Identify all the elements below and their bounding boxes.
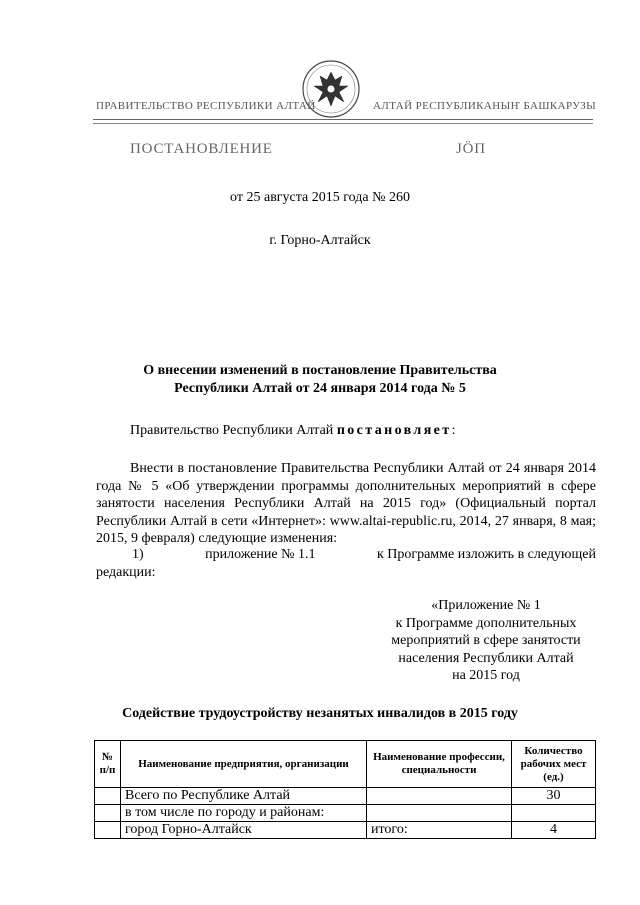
cell-profession: итого: — [367, 822, 512, 839]
amendment-paragraph: Внести в постановление Правительства Республики Алтай от 24 января 2014 года № 5 «Об утверждении программы дополнительных мероприятий в сфере занятости населения Республики Алтай на 2015 год» (Официальный портал Республики Алтай в сети «Интернет»: www.altai-republic.ru, 2014, 27 января, 8 мая; 2015, 9 февраля) следующие изменения: — [96, 461, 596, 546]
table-header-row — [95, 741, 596, 788]
cell-profession — [367, 788, 512, 805]
appendix-block — [370, 597, 602, 685]
appendix-line-1: «Приложение № 1 — [431, 598, 541, 613]
cell-profession — [367, 805, 512, 822]
table-row — [95, 788, 596, 805]
appendix-line-2: к Программе дополнительных — [395, 615, 577, 631]
item-number: 1) — [132, 547, 144, 562]
cell-organization: город Горно-Алтайск — [121, 822, 367, 839]
employment-table — [94, 740, 596, 839]
header-organization: Наименование предприятия, организации — [121, 741, 367, 788]
resolution-prefix: Правительство Республики Алтай — [130, 423, 334, 438]
cell-num — [95, 805, 121, 822]
city-line: г. Горно-Алтайск — [269, 233, 371, 248]
header-profession: Наименование профессии, специальности — [367, 741, 512, 788]
resolution-keyword: постановляет — [336, 423, 452, 438]
amendment-item-1 — [96, 546, 596, 581]
item-text-continued: редакции: — [96, 564, 156, 580]
doc-type-ru: ПОСТАНОВЛЕНИЕ — [130, 141, 273, 157]
cell-organization: в том числе по городу и районам: — [121, 805, 367, 822]
cell-num — [95, 822, 121, 839]
cell-positions: 30 — [512, 788, 596, 805]
cell-num — [95, 788, 121, 805]
document-title — [0, 362, 640, 398]
title-line-1: О внесении изменений в постановление Правительства — [143, 363, 497, 378]
appendix-line-4: населения Республики Алтай — [398, 650, 574, 666]
item-appendix-ref: приложение № 1.1 — [205, 547, 316, 562]
resolution-suffix: : — [451, 423, 456, 438]
cell-organization: Всего по Республике Алтай — [121, 788, 367, 805]
item-text: к Программе изложить в следующей — [376, 547, 596, 562]
header-positions: Количество рабочих мест (ед.) — [512, 741, 596, 788]
appendix-line-3: мероприятий в сфере занятости — [391, 633, 581, 648]
cell-positions — [512, 805, 596, 822]
date-line: от 25 августа 2015 года № 260 — [230, 190, 410, 205]
resolution-paragraph — [96, 422, 596, 440]
table-row — [95, 822, 596, 839]
header-divider-thin — [93, 123, 593, 124]
title-line-2: Республики Алтай от 24 января 2014 года № 5 — [174, 381, 466, 396]
header-divider — [93, 119, 593, 120]
gov-name-alt: АЛТАЙ РЕСПУБЛИКАНЫҤ БАШКАРУЗЫ — [373, 100, 597, 112]
gov-name-ru: ПРАВИТЕЛЬСТВО РЕСПУБЛИКИ АЛТАЙ — [96, 100, 316, 112]
appendix-line-5: на 2015 год — [452, 668, 520, 683]
doc-type-alt: JÖП — [456, 141, 486, 157]
header-num: № п/п — [95, 741, 121, 788]
table-row — [95, 805, 596, 822]
section-heading: Содействие трудоустройству незанятых инвалидов в 2015 году — [122, 706, 518, 721]
cell-positions: 4 — [512, 822, 596, 839]
